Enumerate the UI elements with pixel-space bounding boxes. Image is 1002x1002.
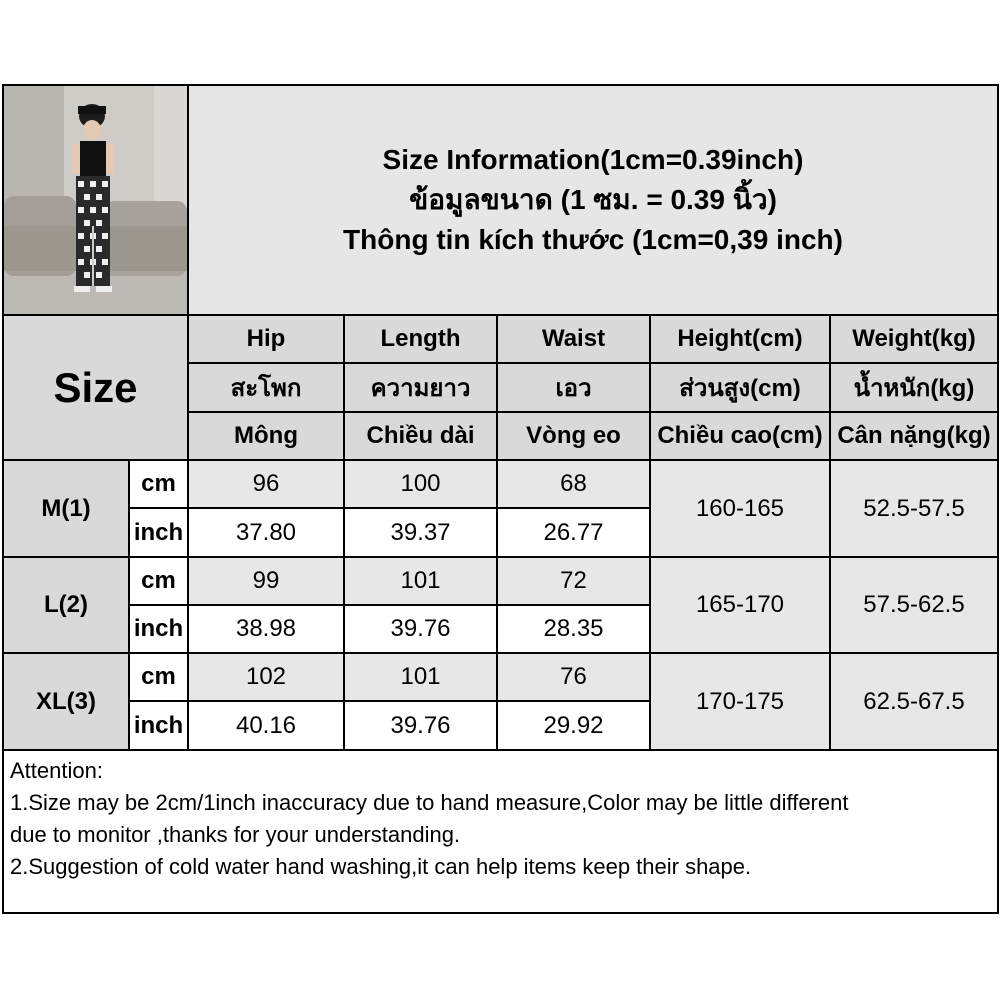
notes-heading: Attention:: [10, 758, 103, 783]
unit-cm: cm: [130, 558, 189, 606]
product-photo: [4, 86, 189, 316]
table-cell: 102: [189, 654, 345, 702]
weight-range: 62.5-67.5: [831, 654, 997, 751]
col-length-en: Length: [345, 316, 498, 364]
table-cell: 76: [498, 654, 651, 702]
col-weight-th: น้ำหนัก(kg): [831, 364, 997, 413]
unit-inch: inch: [130, 606, 189, 654]
table-cell: 72: [498, 558, 651, 606]
size-header: Size: [4, 316, 189, 461]
col-height-vi: Chiều cao(cm): [651, 413, 831, 461]
notes-line: 2.Suggestion of cold water hand washing,it can help items keep their shape.: [10, 854, 752, 879]
table-cell: 101: [345, 654, 498, 702]
table-cell: 37.80: [189, 509, 345, 558]
table-cell: 39.37: [345, 509, 498, 558]
unit-inch: inch: [130, 509, 189, 558]
col-length-vi: Chiều dài: [345, 413, 498, 461]
title-vietnamese: Thông tin kích thước (1cm=0,39 inch): [343, 224, 843, 255]
unit-cm: cm: [130, 654, 189, 702]
table-cell: 39.76: [345, 702, 498, 751]
attention-notes: [4, 751, 997, 912]
height-range: 165-170: [651, 558, 831, 654]
col-waist-vi: Vòng eo: [498, 413, 651, 461]
table-cell: 99: [189, 558, 345, 606]
col-weight-en: Weight(kg): [831, 316, 997, 364]
notes-line: 1.Size may be 2cm/1inch inaccuracy due to hand measure,Color may be little different: [10, 790, 849, 815]
unit-cm: cm: [130, 461, 189, 509]
table-cell: 68: [498, 461, 651, 509]
table-cell: 29.92: [498, 702, 651, 751]
col-height-en: Height(cm): [651, 316, 831, 364]
col-length-th: ความยาว: [345, 364, 498, 413]
table-cell: 40.16: [189, 702, 345, 751]
col-hip-vi: Mông: [189, 413, 345, 461]
height-range: 170-175: [651, 654, 831, 751]
col-hip-th: สะโพก: [189, 364, 345, 413]
col-height-th: ส่วนสูง(cm): [651, 364, 831, 413]
col-weight-vi: Cân nặng(kg): [831, 413, 997, 461]
table-cell: 101: [345, 558, 498, 606]
col-waist-th: เอว: [498, 364, 651, 413]
size-xl: XL(3): [4, 654, 130, 751]
title-english: Size Information(1cm=0.39inch): [382, 144, 804, 175]
table-cell: 38.98: [189, 606, 345, 654]
size-m: M(1): [4, 461, 130, 558]
table-cell: 96: [189, 461, 345, 509]
col-hip-en: Hip: [189, 316, 345, 364]
title-block: [189, 86, 997, 316]
col-waist-en: Waist: [498, 316, 651, 364]
size-l: L(2): [4, 558, 130, 654]
height-range: 160-165: [651, 461, 831, 558]
title-thai: ข้อมูลขนาด (1 ซม. = 0.39 นิ้ว): [409, 184, 777, 215]
table-cell: 26.77: [498, 509, 651, 558]
unit-inch: inch: [130, 702, 189, 751]
size-chart: [2, 84, 999, 914]
weight-range: 52.5-57.5: [831, 461, 997, 558]
table-cell: 100: [345, 461, 498, 509]
notes-line: due to monitor ,thanks for your understanding.: [10, 822, 461, 847]
table-cell: 28.35: [498, 606, 651, 654]
table-cell: 39.76: [345, 606, 498, 654]
weight-range: 57.5-62.5: [831, 558, 997, 654]
